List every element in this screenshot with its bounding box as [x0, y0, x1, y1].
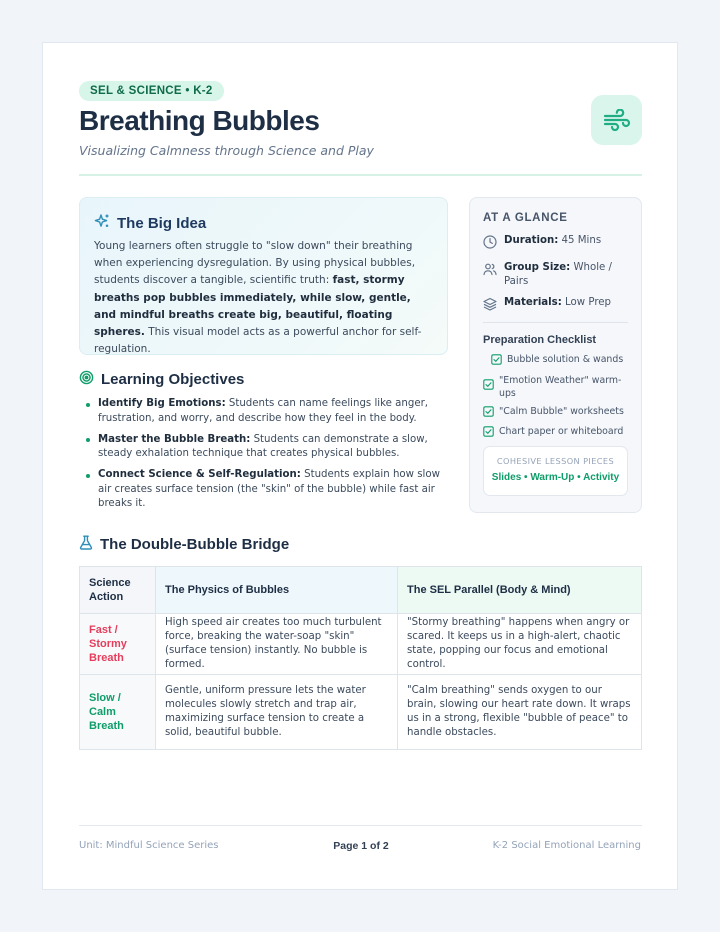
checklist-item-label: Chart paper or whiteboard — [499, 426, 624, 437]
group-size-text — [504, 261, 628, 290]
big-idea-card — [79, 197, 448, 355]
big-idea-text-outro: This visual model acts as a powerful anchor for self-regulation. — [94, 326, 422, 356]
checkbox-icon — [483, 426, 494, 442]
checklist-item — [483, 353, 628, 370]
objectives-list — [83, 397, 453, 518]
materials-value: Low Prep — [561, 296, 612, 308]
checkbox-icon — [491, 354, 502, 370]
physics-cell: High speed air creates too much turbulent force, breaking the water-soap "skin" (surface tension) instantly. No bubble is formed. — [156, 614, 398, 675]
layers-icon — [483, 297, 497, 317]
flask-icon — [79, 535, 93, 554]
big-idea-text-intro: Young learners often struggle to "slow down" their breathing when experiencing dysregulation. By using physical bubbles, students discover a tangible, scientific truth: — [94, 240, 416, 287]
table-row — [80, 675, 642, 750]
objective-label: Master the Bubble Breath: — [98, 433, 251, 445]
duration-text — [504, 234, 601, 249]
cohesive-label: COHESIVE LESSON PIECES — [496, 455, 615, 466]
objective-text: Students explain how slow air creates surface tension (the "skin" of the bubble) while fast air breaks it. — [98, 469, 440, 509]
group-size-row — [483, 261, 628, 290]
page-title: Breathing Bubbles — [79, 105, 320, 136]
page-subtitle: Visualizing Calmness through Science and Play — [79, 143, 374, 158]
objective-label: Identify Big Emotions: — [98, 398, 226, 409]
footer-unit: Unit: Mindful Science Series — [79, 840, 219, 851]
science-action-cell: Fast / Stormy Breath — [80, 614, 156, 675]
checklist-item-label: "Calm Bubble" worksheets — [499, 405, 624, 417]
subject-badge: SEL & SCIENCE • K-2 — [79, 81, 224, 101]
footer-divider — [79, 825, 642, 826]
duration-value: 45 Mins — [558, 235, 602, 246]
materials-label: Materials: — [504, 296, 562, 308]
group-size-value: Whole / Pairs — [504, 261, 612, 287]
at-a-glance-panel — [469, 197, 642, 513]
table-row — [80, 614, 642, 675]
big-idea-text — [94, 238, 433, 358]
header-divider — [79, 174, 642, 176]
objective-text: Students can demonstrate a slow, steady exhalation technique that creates physical bubbles. — [98, 433, 428, 459]
table-header-row — [80, 567, 642, 614]
checklist-item — [483, 374, 628, 401]
column-header: The SEL Parallel (Body & Mind) — [398, 567, 642, 614]
objectives-header — [79, 370, 244, 389]
checklist-item — [483, 425, 628, 442]
checkbox-icon — [483, 379, 494, 395]
objective-item — [83, 397, 453, 426]
objective-item — [83, 468, 453, 512]
users-icon — [483, 262, 497, 282]
objective-text: Students can name feelings like anger, frustration, and worry, and describe how they feel in the body. — [98, 398, 429, 424]
group-size-label: Group Size: — [504, 261, 571, 273]
sel-parallel-cell: "Calm breathing" sends oxygen to our brain, slowing our heart rate down. It wraps us in a strong, flexible "bubble of peace" to handle obstacles. — [398, 675, 642, 750]
cohesive-lesson-pieces-box — [483, 446, 628, 496]
lesson-page — [42, 42, 678, 890]
prep-checklist-title: Preparation Checklist — [483, 334, 597, 346]
prep-checklist — [483, 353, 628, 442]
glance-divider — [483, 322, 628, 323]
footer-course: K-2 Social Emotional Learning — [492, 840, 641, 851]
duration-label: Duration: — [504, 235, 559, 246]
footer-page-number: Page 1 of 2 — [333, 840, 389, 852]
glance-title: AT A GLANCE — [483, 212, 568, 224]
column-header: Science Action — [80, 567, 156, 614]
checklist-item-label: Bubble solution & wands — [507, 354, 624, 365]
checklist-item — [483, 405, 628, 422]
big-idea-title: The Big Idea — [117, 214, 207, 232]
wind-icon — [591, 95, 642, 145]
big-idea-text-key: fast, stormy breaths pop bubbles immediately, while slow, gentle, and mindful breaths create big, beautiful, floating spheres. — [94, 274, 411, 339]
materials-row — [483, 296, 628, 317]
bridge-header — [79, 535, 289, 554]
sparkles-icon — [94, 213, 110, 233]
objective-item — [83, 433, 453, 462]
checklist-item-label: "Emotion Weather" warm-ups — [499, 374, 622, 399]
science-action-cell: Slow / Calm Breath — [80, 675, 156, 750]
clock-icon — [483, 235, 497, 255]
duration-row — [483, 234, 628, 255]
checkbox-icon — [483, 406, 494, 422]
objectives-title: Learning Objectives — [101, 371, 245, 388]
bridge-title: The Double-Bubble Bridge — [100, 536, 290, 553]
cohesive-links[interactable]: Slides • Warm-Up • Activity — [491, 471, 620, 483]
target-icon — [79, 370, 94, 389]
objective-label: Connect Science & Self-Regulation: — [98, 469, 301, 480]
sel-parallel-cell: "Stormy breathing" happens when angry or scared. It keeps us in a high-alert, chaotic state, popping our focus and emotional control. — [398, 614, 642, 675]
column-header: The Physics of Bubbles — [156, 567, 398, 614]
materials-text — [504, 296, 611, 311]
physics-cell: Gentle, uniform pressure lets the water molecules slowly stretch and trap air, maximizing surface tension to create a solid, beautiful bubble. — [156, 675, 398, 750]
double-bubble-table — [79, 566, 642, 750]
